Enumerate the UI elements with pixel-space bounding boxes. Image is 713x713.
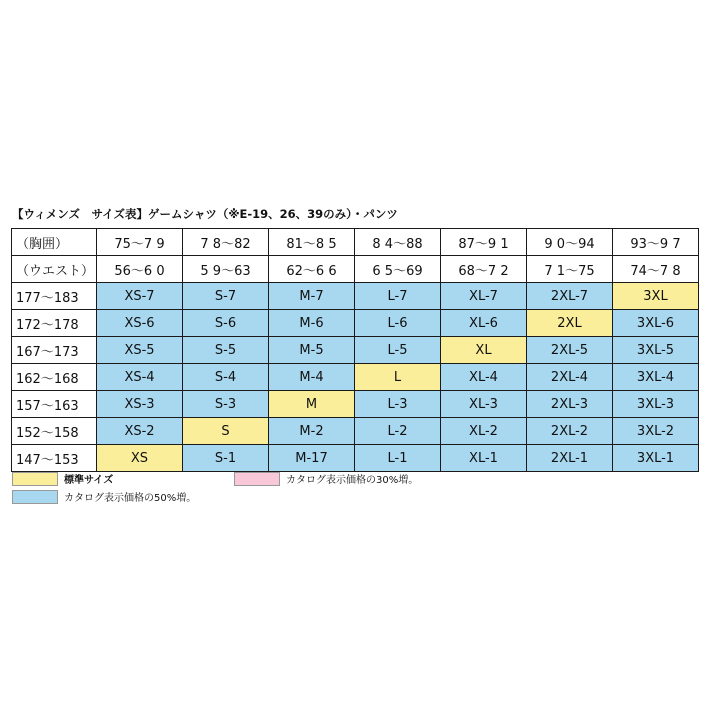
legend-standard <box>12 471 113 486</box>
table-cell: 3XL-6 <box>613 310 699 337</box>
table-row <box>12 283 699 310</box>
table-cell: XS-7 <box>97 283 183 310</box>
legend-plus30 <box>234 471 418 486</box>
table-cell: 3XL-3 <box>613 391 699 418</box>
table-cell: XL-6 <box>441 310 527 337</box>
table-cell: 3XL-1 <box>613 445 699 472</box>
table-row <box>12 337 699 364</box>
row-label: 157～163 <box>12 391 97 418</box>
table-cell: XL-2 <box>441 418 527 445</box>
table-cell: S-3 <box>183 391 269 418</box>
table-cell: S-1 <box>183 445 269 472</box>
legend-swatch-pink <box>234 472 280 486</box>
table-cell: XL-4 <box>441 364 527 391</box>
table-cell: 3XL-4 <box>613 364 699 391</box>
table-cell: 56～6 0 <box>97 256 183 283</box>
table-cell: M-6 <box>269 310 355 337</box>
table-cell: 2XL-3 <box>527 391 613 418</box>
table-cell-standard: XS <box>97 445 183 472</box>
table-cell: 8 4～88 <box>355 229 441 256</box>
table-cell: XS-4 <box>97 364 183 391</box>
table-row <box>12 310 699 337</box>
size-table <box>11 228 699 472</box>
table-cell: 7 8～82 <box>183 229 269 256</box>
table-cell-standard: S <box>183 418 269 445</box>
table-cell: 75～7 9 <box>97 229 183 256</box>
row-label: 147～153 <box>12 445 97 472</box>
table-cell: M-2 <box>269 418 355 445</box>
table-cell: 81～8 5 <box>269 229 355 256</box>
legend-swatch-yellow <box>12 472 58 486</box>
table-cell-standard: M <box>269 391 355 418</box>
table-cell: L-5 <box>355 337 441 364</box>
table-cell-standard: 2XL <box>527 310 613 337</box>
table-cell: L-2 <box>355 418 441 445</box>
table-cell: XS-6 <box>97 310 183 337</box>
table-cell: 7 1～75 <box>527 256 613 283</box>
table-cell-standard: L <box>355 364 441 391</box>
table-row <box>12 445 699 472</box>
table-cell: M-7 <box>269 283 355 310</box>
table-cell: 2XL-1 <box>527 445 613 472</box>
table-cell: 5 9～63 <box>183 256 269 283</box>
table-cell: S-4 <box>183 364 269 391</box>
table-cell: M-5 <box>269 337 355 364</box>
table-cell: 2XL-7 <box>527 283 613 310</box>
table-cell: XS-2 <box>97 418 183 445</box>
table-row-waist <box>12 256 699 283</box>
table-row <box>12 418 699 445</box>
legend-label: 標準サイズ <box>64 475 114 486</box>
table-cell: 3XL-5 <box>613 337 699 364</box>
table-cell-standard: 3XL <box>613 283 699 310</box>
table-cell: 87～9 1 <box>441 229 527 256</box>
row-label: 152～158 <box>12 418 97 445</box>
legend-label: カタログ表示価格の50%増。 <box>64 493 197 504</box>
table-cell: 2XL-2 <box>527 418 613 445</box>
table-cell: 93～9 7 <box>613 229 699 256</box>
table-cell: L-1 <box>355 445 441 472</box>
table-cell: M-17 <box>269 445 355 472</box>
table-cell: S-7 <box>183 283 269 310</box>
table-row-chest <box>12 229 699 256</box>
table-cell: L-7 <box>355 283 441 310</box>
row-label: 172～178 <box>12 310 97 337</box>
table-row <box>12 391 699 418</box>
table-cell: XL-7 <box>441 283 527 310</box>
table-title: 【ウィメンズ サイズ表】ゲームシャツ（※E-19、26、39のみ）・パンツ <box>12 207 398 221</box>
table-cell: 62～6 6 <box>269 256 355 283</box>
table-cell: 6 5～69 <box>355 256 441 283</box>
table-cell: S-6 <box>183 310 269 337</box>
legend-label: カタログ表示価格の30%増。 <box>286 475 419 486</box>
table-cell: XL-3 <box>441 391 527 418</box>
table-cell: L-3 <box>355 391 441 418</box>
table-cell-standard: XL <box>441 337 527 364</box>
legend-swatch-blue <box>12 490 58 504</box>
table-cell: 2XL-5 <box>527 337 613 364</box>
row-label: （胸囲） <box>12 229 97 256</box>
table-cell: 74～7 8 <box>613 256 699 283</box>
table-cell: 68～7 2 <box>441 256 527 283</box>
table-cell: L-6 <box>355 310 441 337</box>
table-cell: 2XL-4 <box>527 364 613 391</box>
table-cell: M-4 <box>269 364 355 391</box>
row-label: 167～173 <box>12 337 97 364</box>
row-label: 162～168 <box>12 364 97 391</box>
table-row <box>12 364 699 391</box>
table-cell: 3XL-2 <box>613 418 699 445</box>
legend-plus50 <box>12 489 196 504</box>
row-label: 177～183 <box>12 283 97 310</box>
table-cell: 9 0～94 <box>527 229 613 256</box>
table-cell: XL-1 <box>441 445 527 472</box>
row-label: （ウエスト） <box>12 256 97 283</box>
table-cell: XS-3 <box>97 391 183 418</box>
table-cell: S-5 <box>183 337 269 364</box>
table-cell: XS-5 <box>97 337 183 364</box>
